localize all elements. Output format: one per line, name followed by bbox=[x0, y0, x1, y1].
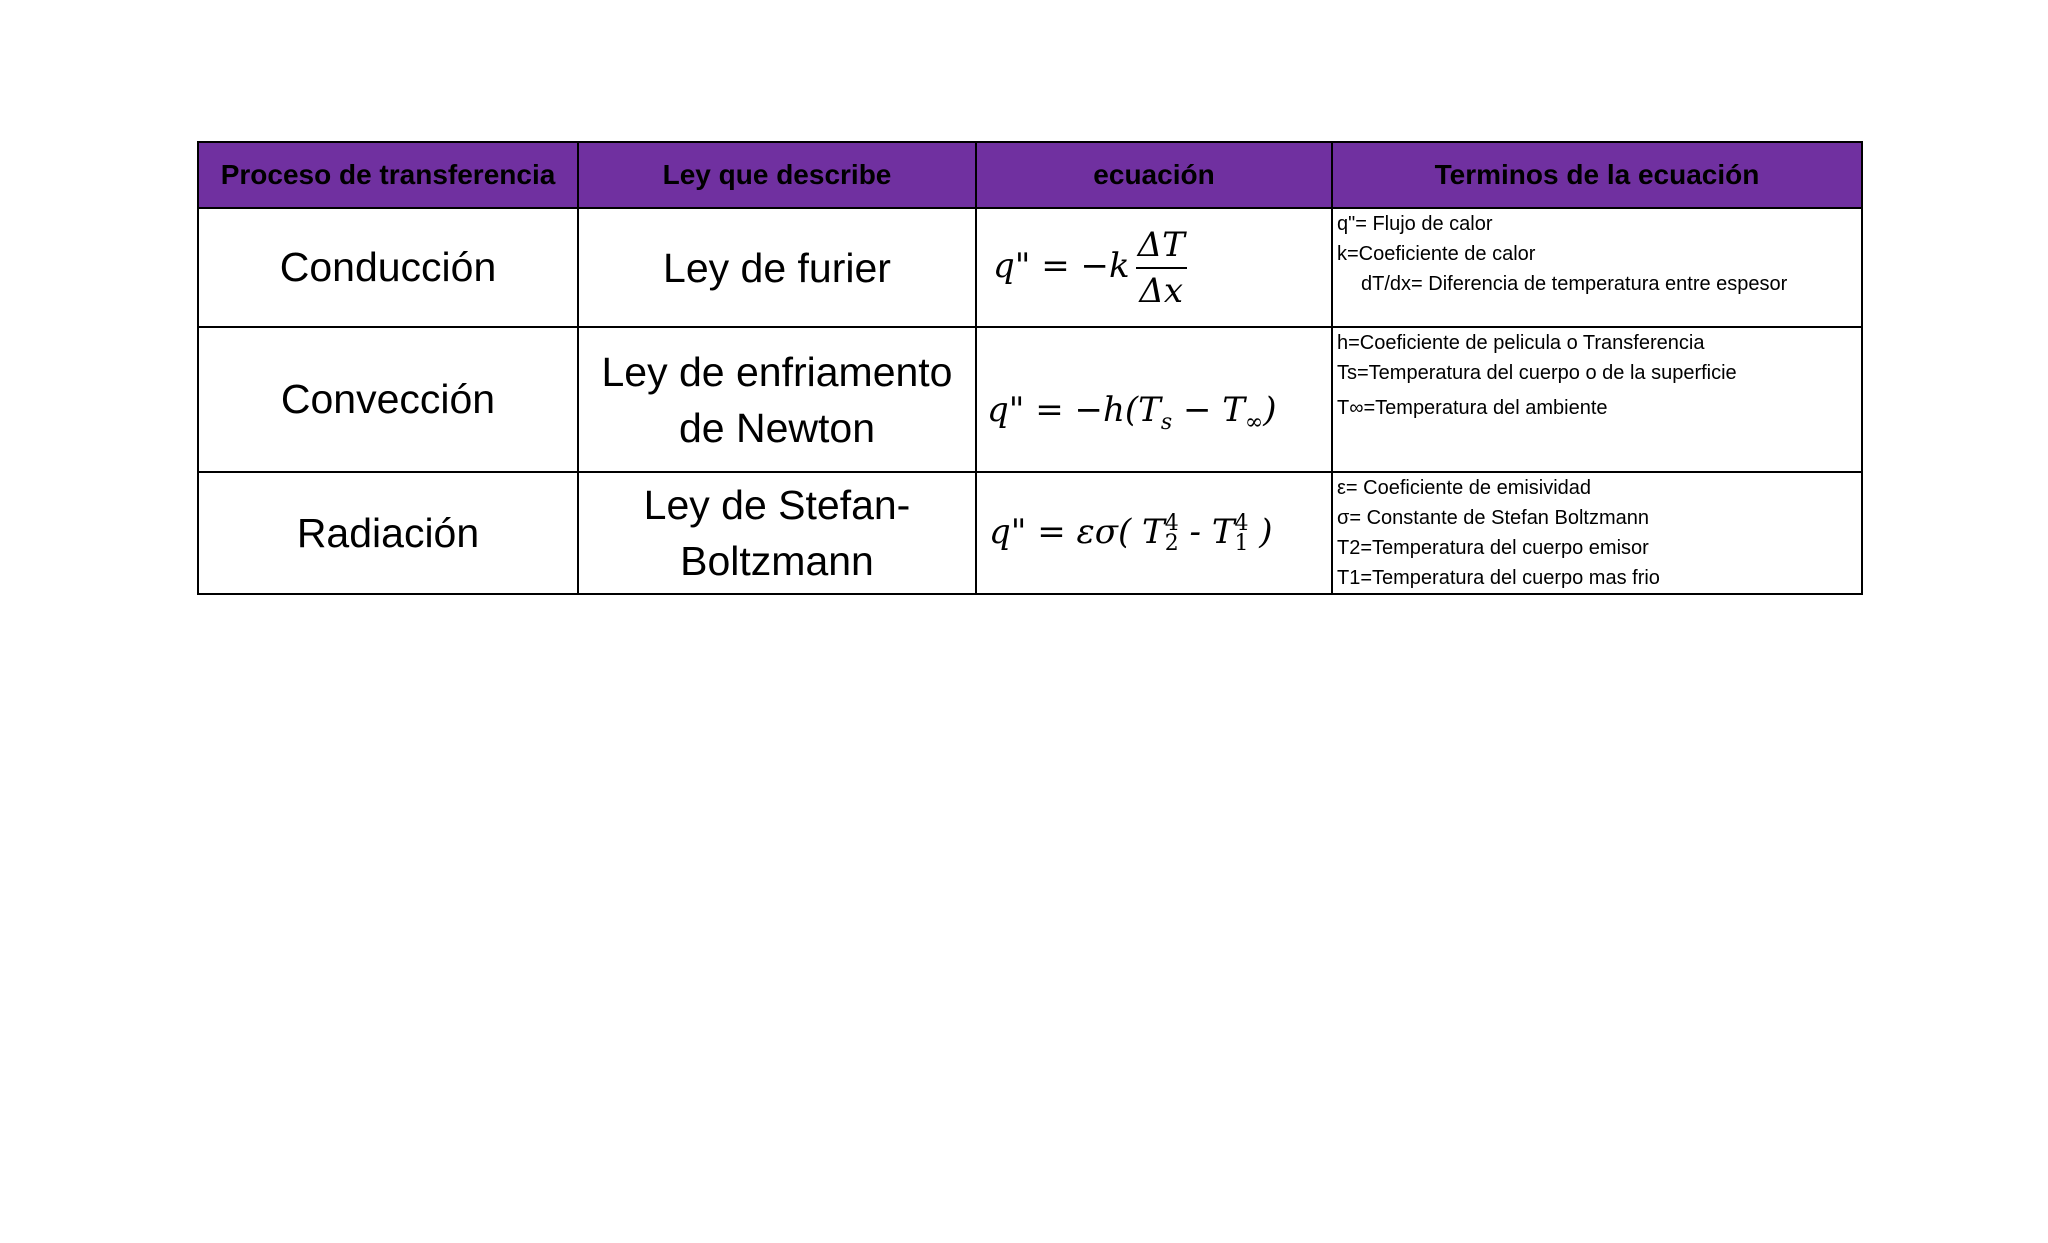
fraction-denominator: Δx bbox=[1139, 270, 1184, 311]
process-cell: Radiación bbox=[198, 472, 578, 594]
term-line: k=Coeficiente de calor bbox=[1337, 243, 1536, 265]
equation-part: ) bbox=[1263, 390, 1277, 430]
term-line: T2=Temperatura del cuerpo emisor bbox=[1337, 537, 1649, 559]
equation-cell bbox=[976, 327, 1332, 472]
terms-cell bbox=[1332, 208, 1862, 327]
equation-part: - T bbox=[1178, 512, 1235, 552]
law-line: Ley de enfriamento bbox=[601, 348, 953, 395]
process-cell: Convección bbox=[198, 327, 578, 472]
term-line: dT/dx= Diferencia de temperatura entre espesor bbox=[1361, 273, 1788, 295]
law-line: Boltzmann bbox=[680, 538, 874, 584]
equation-subscript: 2 bbox=[1164, 531, 1179, 556]
term-line: ε= Coeficiente de emisividad bbox=[1337, 477, 1592, 499]
heat-transfer-sheet bbox=[197, 141, 1861, 595]
terms-cell bbox=[1332, 327, 1862, 472]
equation-subscript: 1 bbox=[1234, 531, 1249, 556]
law-line: de Newton bbox=[678, 404, 875, 451]
terms-cell bbox=[1332, 472, 1862, 594]
law-cell bbox=[578, 208, 976, 327]
process-cell: Conducción bbox=[198, 208, 578, 327]
header-equation: ecuación bbox=[976, 142, 1332, 208]
term-line: T1=Temperatura del cuerpo mas frio bbox=[1337, 567, 1660, 589]
equation-superscript-subscript bbox=[1234, 511, 1249, 556]
header-law: Ley que describe bbox=[578, 142, 976, 208]
equation-subscript: ∞ bbox=[1244, 410, 1264, 435]
heat-transfer-table bbox=[197, 141, 1863, 595]
equation-lhs: q" = −k bbox=[993, 245, 1130, 286]
law-line: Ley de Stefan- bbox=[643, 482, 911, 528]
equation-superscript-subscript bbox=[1164, 511, 1179, 556]
equation-superscript: 4 bbox=[1234, 511, 1249, 536]
term-line: q"= Flujo de calor bbox=[1337, 213, 1493, 235]
equation-part: q" = −h(T bbox=[987, 390, 1161, 430]
law-line: Ley de furier bbox=[663, 244, 891, 291]
term-line: h=Coeficiente de pelicula o Transferencia bbox=[1337, 332, 1705, 354]
table-row bbox=[198, 208, 1862, 327]
table-row bbox=[198, 327, 1862, 472]
term-line: Ts=Temperatura del cuerpo o de la superficie bbox=[1337, 362, 1737, 384]
fraction-numerator: ΔT bbox=[1136, 223, 1187, 269]
equation-part: − T bbox=[1172, 390, 1245, 430]
header-process: Proceso de transferencia bbox=[198, 142, 578, 208]
term-line: σ= Constante de Stefan Boltzmann bbox=[1337, 507, 1649, 529]
header-row bbox=[198, 142, 1862, 208]
header-terms: Terminos de la ecuación bbox=[1332, 142, 1862, 208]
equation-fraction bbox=[1136, 223, 1187, 313]
equation-part: q" = εσ( T bbox=[989, 512, 1165, 552]
equation-superscript: 4 bbox=[1164, 511, 1179, 536]
term-line: T∞=Temperatura del ambiente bbox=[1337, 397, 1608, 419]
law-cell bbox=[578, 472, 976, 594]
equation-part: ) bbox=[1248, 512, 1273, 552]
equation-subscript: s bbox=[1160, 410, 1173, 435]
equation-cell bbox=[976, 208, 1332, 327]
table-row bbox=[198, 472, 1862, 594]
law-cell bbox=[578, 327, 976, 472]
equation-cell bbox=[976, 472, 1332, 594]
